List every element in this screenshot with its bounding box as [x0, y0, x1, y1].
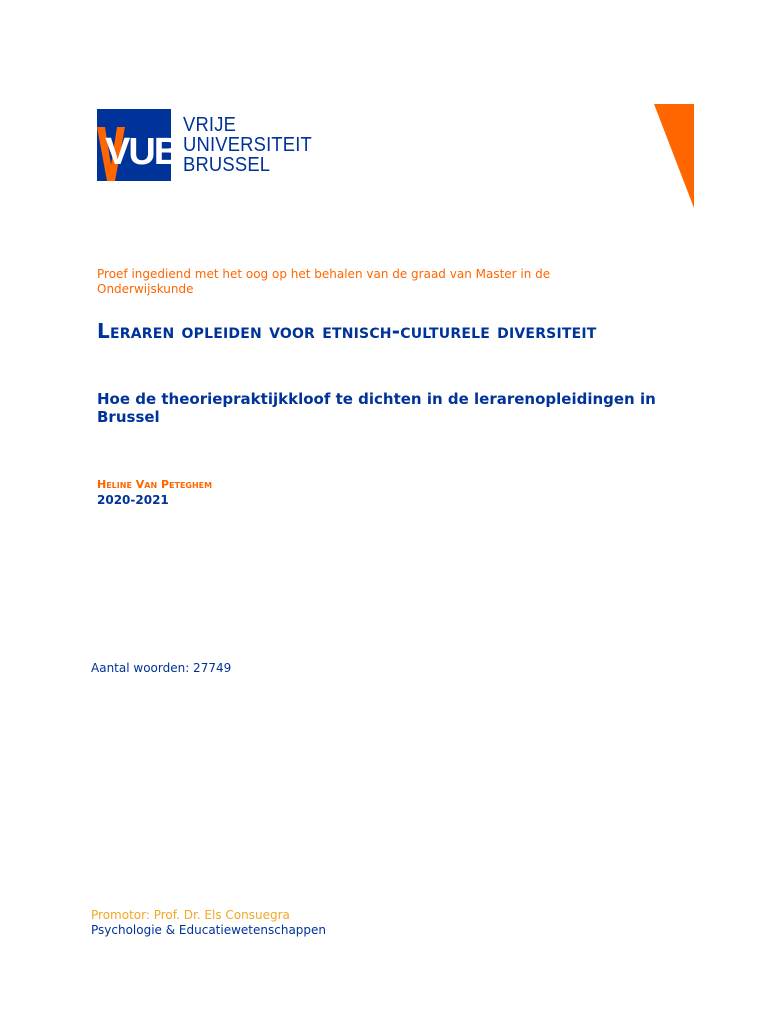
logo-line-1: VRIJE — [183, 113, 237, 136]
proof-statement: Proef ingediend met het oog op het behalen van de graad van Master in de Onderwijskunde — [97, 267, 551, 296]
vub-logo-wordmark — [183, 109, 323, 181]
thesis-title: Leraren opleiden voor etnisch-culturele diversiteit — [97, 319, 597, 343]
vub-logo-mark — [97, 109, 180, 181]
orange-triangle-decoration — [654, 104, 694, 208]
logo-line-2: UNIVERSITEIT — [183, 133, 312, 156]
faculty: Psychologie & Educatiewetenschappen — [91, 923, 327, 937]
author-name: Heline Van Peteghem — [97, 478, 213, 491]
vub-logo-letters: VUB — [105, 130, 180, 173]
academic-year: 2020-2021 — [97, 493, 169, 507]
promotor: Promotor: Prof. Dr. Els Consuegra — [91, 908, 290, 922]
thesis-subtitle: Hoe de theoriepraktijkkloof te dichten in de lerarenopleidingen in Brussel — [97, 390, 656, 426]
vub-logo — [97, 108, 323, 181]
logo-line-3: BRUSSEL — [183, 153, 271, 176]
word-count: Aantal woorden: 27749 — [91, 661, 232, 675]
